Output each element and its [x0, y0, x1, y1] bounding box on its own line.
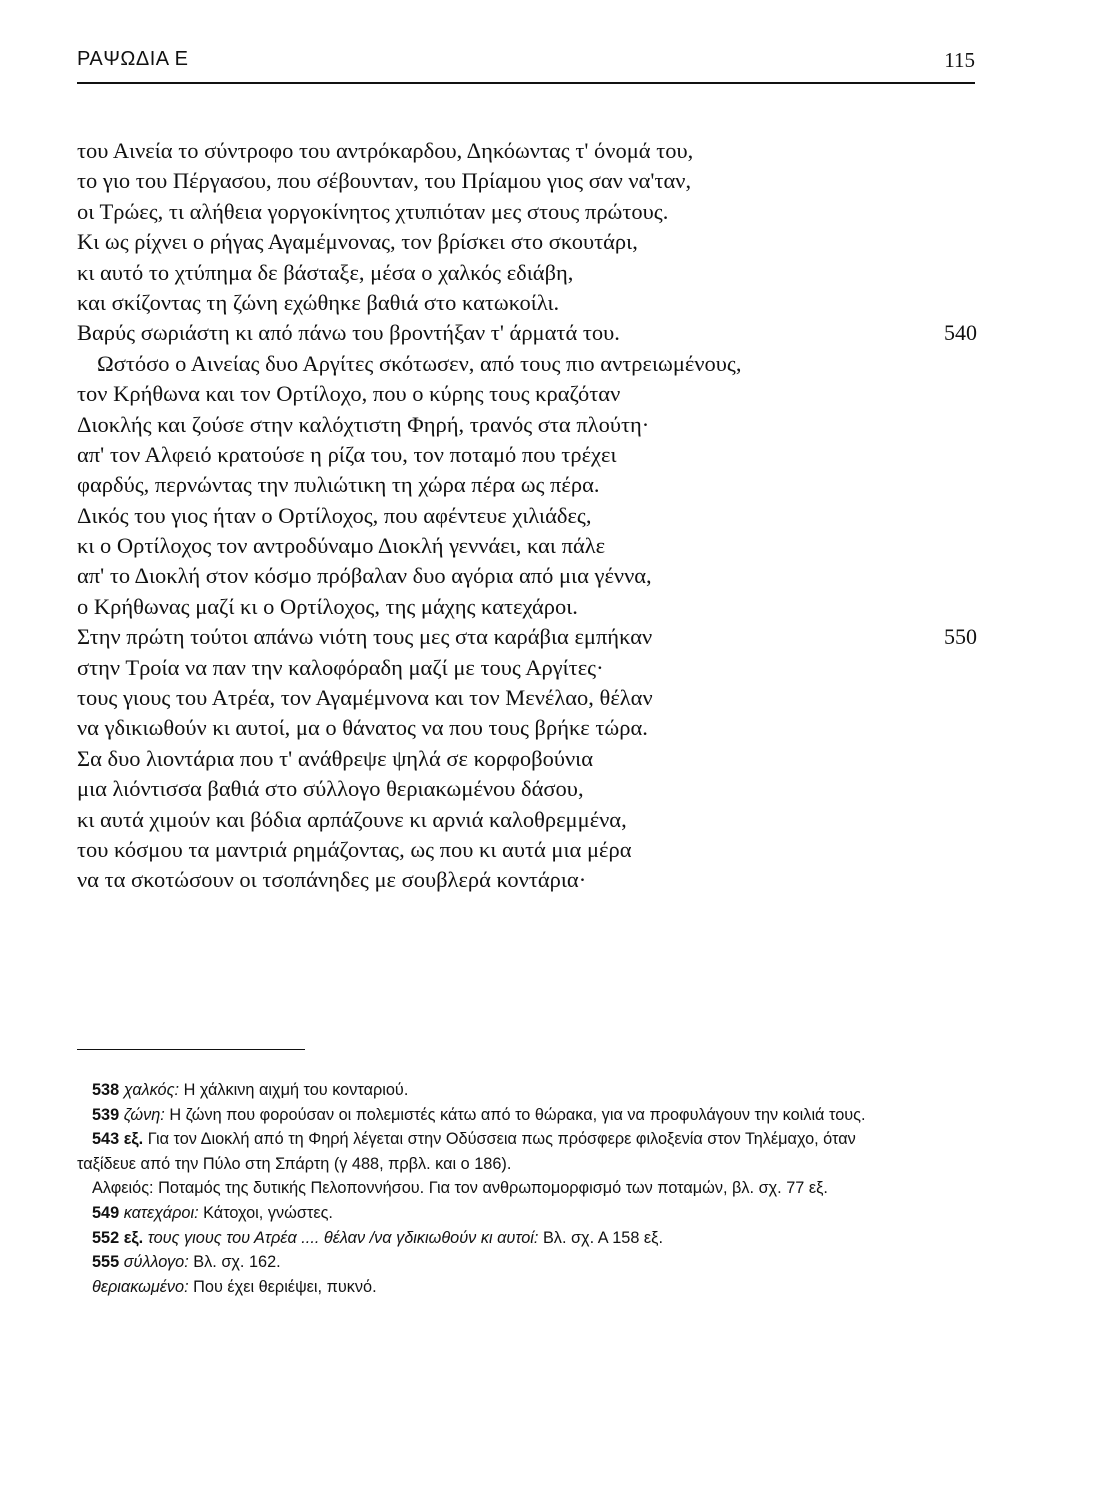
footnote-ref: 538 [92, 1081, 120, 1099]
verse-text: τον Κρήθωνα και τον Ορτίλοχο, που ο κύρης τους κραζόταν [77, 381, 621, 407]
verse-text: ο Κρήθωνας μαζί κι ο Ορτίλοχος, της μάχης κατεχάροι. [77, 593, 578, 619]
footnote-lemma: χαλκός: [123, 1081, 180, 1099]
verse-line [77, 258, 977, 288]
footnote-text: Που έχει θεριέψει, πυκνό. [193, 1277, 377, 1296]
footnote [77, 1201, 907, 1226]
verse-line [77, 592, 977, 622]
verse-line [77, 410, 977, 440]
footnote-ref: 552 εξ. [92, 1228, 144, 1247]
verse-line [77, 227, 977, 257]
footnote-ref: 555 [92, 1253, 120, 1272]
verse-text: κι αυτό το χτύπημα δε βάσταξε, μέσα ο χαλκός εδιάβη, [77, 259, 574, 285]
running-title: ΡΑΨΩΔΙΑ Ε [77, 48, 189, 70]
verse-line [77, 805, 977, 835]
page-header [77, 48, 975, 80]
verse-line [77, 774, 977, 804]
footnote [77, 1127, 907, 1176]
verse-text: τους γιους του Ατρέα, τον Αγαμέμνονα και τον Μενέλαο, θέλαν [77, 685, 653, 711]
verse-text: Ωστόσο ο Αινείας δυο Αργίτες σκότωσεν, από τους πιο αντρειωμένους, [97, 350, 742, 376]
verse-text: Στην πρώτη τούτοι απάνω νιότη τους μες στα καράβια εμπήκαν [77, 624, 653, 650]
verse-text: του Αινεία το σύντροφο του αντρόκαρδου, Δηκόωντας τ' όνομά του, [77, 138, 694, 163]
verse-line [77, 835, 977, 865]
footnote-text: Για τον Διοκλή από τη Φηρή λέγεται στην Οδύσσεια πως πρόσφερε φιλοξενία στον Τηλέμαχο, όταν ταξίδευε από την Πύλο στη Σπάρτη (γ 488, πρβλ. και ο 186). [77, 1130, 856, 1173]
footnote [77, 1275, 907, 1300]
verse-text: οι Τρώες, τι αλήθεια γοργοκίνητος χτυπιόταν μες στους πρώτους. [77, 198, 669, 224]
footnote-text: Βλ. σχ. 162. [193, 1253, 281, 1272]
footnote-text: Κάτοχοι, γνώστες. [203, 1203, 333, 1222]
verse-line [77, 653, 977, 683]
footnote-ref: 543 εξ. [92, 1130, 144, 1149]
footnote [77, 1250, 907, 1275]
verse-line [77, 136, 977, 166]
verse-line [77, 166, 977, 196]
verse-line [77, 622, 977, 652]
verse-text: και σκίζοντας τη ζώνη εχώθηκε βαθιά στο κατωκοίλι. [77, 289, 560, 315]
verse-text: Κι ως ρίχνει ο ρήγας Αγαμέμνονας, τον βρίσκει στο σκουτάρι, [77, 229, 638, 255]
footnote-text: Αλφειός: Ποταμός της δυτικής Πελοποννήσου. Για τον ανθρωπομορφισμό των ποταμών, βλ. σχ. 77 εξ. [92, 1179, 828, 1198]
verse-text: κι ο Ορτίλοχος τον αντροδύναμο Διοκλή γεννάει, και πάλε [77, 533, 606, 559]
verse-text: του κόσμου τα μαντριά ρημάζοντας, ως που κι αυτά μια μέρα [77, 836, 632, 862]
verse-line [77, 501, 977, 531]
header-rule [77, 82, 975, 84]
verse-text: απ' τον Αλφειό κρατούσε η ρίζα του, τον ποταμό που τρέχει [77, 441, 617, 467]
verse-text: το γιο του Πέργασου, που σέβουνταν, του Πρίαμου γιος σαν να'ταν, [77, 168, 692, 194]
verse-line [77, 349, 977, 379]
verse-text: Δικός του γιος ήταν ο Ορτίλοχος, που αφέντευε χιλιάδες, [77, 502, 592, 528]
footnote [77, 1078, 907, 1103]
verse-line [77, 865, 977, 895]
verse-text: Σα δυο λιοντάρια που τ' ανάθρεψε ψηλά σε κορφοβούνια [77, 745, 594, 771]
verse-text: Βαρύς σωριάστη κι από πάνω του βροντήξαν τ' άρματά του. [77, 320, 620, 346]
verse-line [77, 197, 977, 227]
footnote-ref: 549 [92, 1203, 120, 1222]
verse-text: να γδικιωθούν κι αυτοί, μα ο θάνατος να που τους βρήκε τώρα. [77, 715, 648, 741]
footnotes [77, 1078, 907, 1299]
verse-line [77, 440, 977, 470]
footnote [77, 1103, 907, 1128]
footnote-text: Η χάλκινη αιχμή του κονταριού. [183, 1081, 409, 1099]
verse-text: Διοκλής και ζούσε στην καλόχτιστη Φηρή, τρανός στα πλούτη· [77, 411, 650, 437]
footnote [77, 1226, 907, 1251]
verse-text: να τα σκοτώσουν οι τσοπάνηδες με σουβλερά κοντάρια· [77, 867, 587, 893]
footnote [77, 1176, 907, 1201]
footnote-lemma: σύλλογο: [123, 1253, 189, 1272]
verse-line [77, 318, 977, 348]
verse-line [77, 744, 977, 774]
verse-line [77, 288, 977, 318]
footnote-lemma: ζώνη: [123, 1105, 165, 1124]
footnote-lemma: κατεχάροι: [123, 1203, 199, 1222]
page-number: 115 [944, 48, 975, 72]
verse-line [77, 470, 977, 500]
footnote-text: Βλ. σχ. Α 158 εξ. [542, 1228, 663, 1247]
verse-text: μια λιόντισσα βαθιά στο σύλλογο θεριακωμένου δάσου, [77, 776, 584, 802]
verse-line [77, 379, 977, 409]
verse-line [77, 561, 977, 591]
footnote-rule [77, 1049, 305, 1050]
verse-text: κι αυτά χιμούν και βόδια αρπάζουνε κι αρνιά καλοθρεμμένα, [77, 806, 627, 832]
verse-line [77, 531, 977, 561]
line-number: 540 [944, 320, 977, 346]
footnote-lemma: τους γιους του Ατρέα .... θέλαν /να γδικιωθούν κι αυτοί: [147, 1228, 539, 1247]
verse-line [77, 683, 977, 713]
line-number: 550 [944, 624, 977, 650]
footnote-ref: 539 [92, 1105, 120, 1124]
verse-text: στην Τροία να παν την καλοφόραδη μαζί με τους Αργίτες· [77, 654, 604, 680]
footnote-text: Η ζώνη που φορούσαν οι πολεμιστές κάτω από το θώρακα, για να προφυλάγουν την κοιλιά τους. [169, 1105, 866, 1124]
footnote-lemma: θεριακωμένο: [92, 1277, 189, 1296]
poem-text [77, 136, 977, 896]
verse-text: φαρδύς, περνώντας την πυλιώτικη τη χώρα πέρα ως πέρα. [77, 472, 600, 498]
verse-line [77, 713, 977, 743]
verse-text: απ' το Διοκλή στον κόσμο πρόβαλαν δυο αγόρια από μια γέννα, [77, 563, 652, 589]
